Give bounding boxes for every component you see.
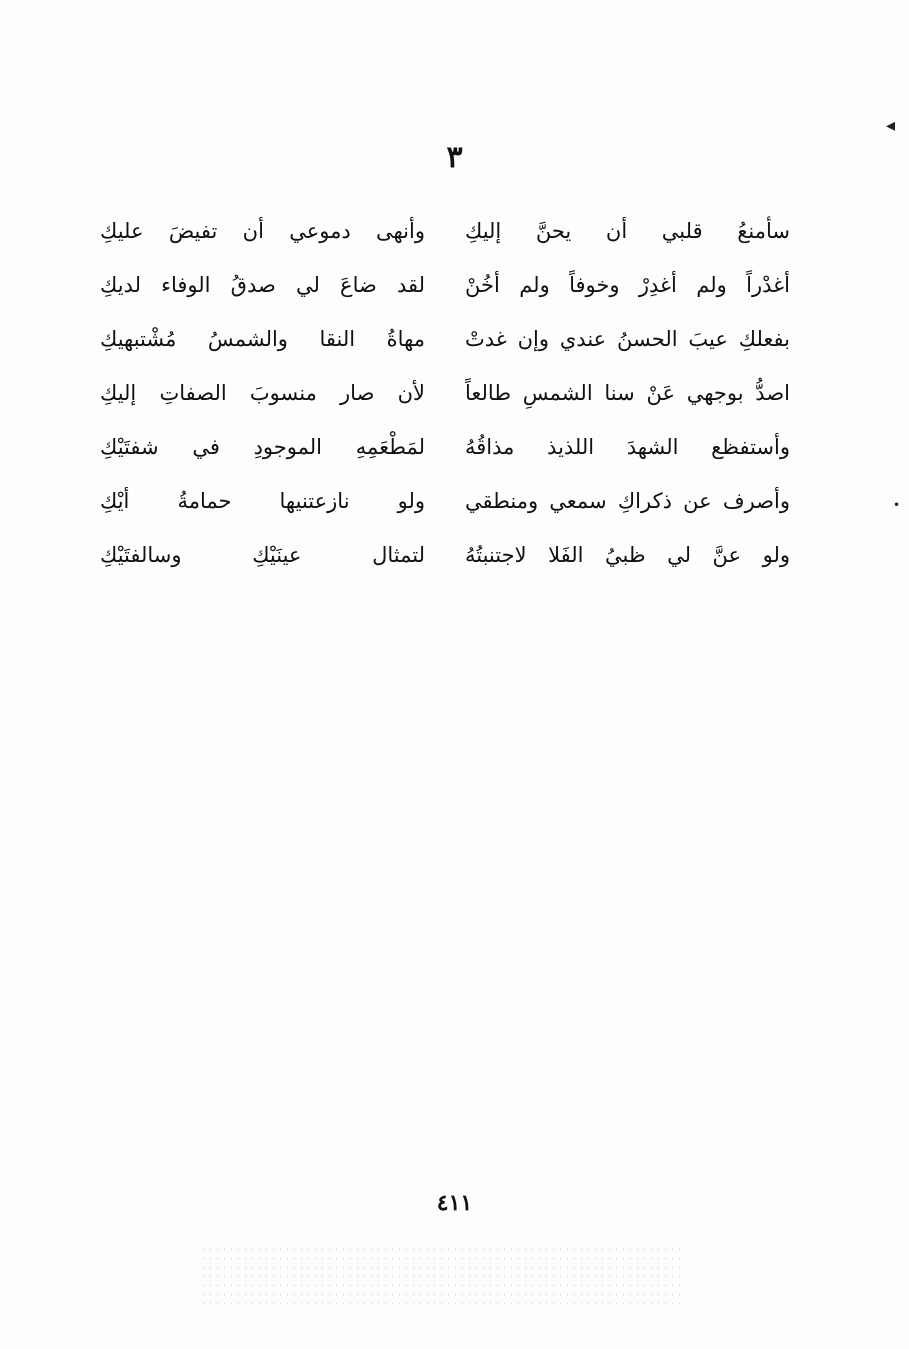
verse-second-hemistich: لمَطْعَمِهِ الموجودِ في شفتَيْكِ [100,435,425,460]
verse-second-hemistich: ولو نازعتنيها حمامةُ أيْكِ [100,489,425,514]
verse-second-hemistich: وأنهى دموعي أن تفيضَ عليكِ [100,219,425,244]
page-number: ٤١١ [436,1190,473,1216]
verse-first-hemistich: بفعلكِ عيبَ الحسنُ عندي وإن غدتْ [465,327,790,352]
verse-first-hemistich: أغدْراً ولم أغدِرْ وخوفاً ولم أخُنْ [465,273,790,298]
verse [100,259,790,313]
verse-first-hemistich: وأصرف عن ذكراكِ سمعي ومنطقي [465,489,790,514]
verse-second-hemistich: لقد ضاعَ لي صدقُ الوفاء لديكِ [100,273,425,298]
verse [100,421,790,475]
poem-number: ٣ [446,140,463,175]
poem-body [100,205,790,583]
verse-second-hemistich: مهاةُ النقا والشمسُ مُشْتبهيكِ [100,327,425,352]
edge-mark: ◂ [886,115,896,136]
verse-first-hemistich: اصدُّ بوجهي عَنْ سنا الشمسِ طالعاً [465,381,790,406]
verse-first-hemistich: سأمنعُ قلبي أن يحنَّ إليكِ [465,219,790,244]
edge-mark: • [893,498,901,512]
verse-second-hemistich: لأن صار منسوبَ الصفاتِ إليكِ [100,381,425,406]
verse-first-hemistich: وأستفظع الشهدَ اللذيذ مذاقُهُ [465,435,790,460]
verse [100,367,790,421]
verse [100,205,790,259]
verse-second-hemistich: لتمثال عينَيْكِ وسالفتَيْكِ [100,543,425,568]
verse [100,529,790,583]
verse-first-hemistich: ولو عنَّ لي ظبيُ الفَلا لاجتنبتُهُ [465,543,790,568]
verse [100,313,790,367]
scan-noise [200,1245,680,1305]
verse [100,475,790,529]
